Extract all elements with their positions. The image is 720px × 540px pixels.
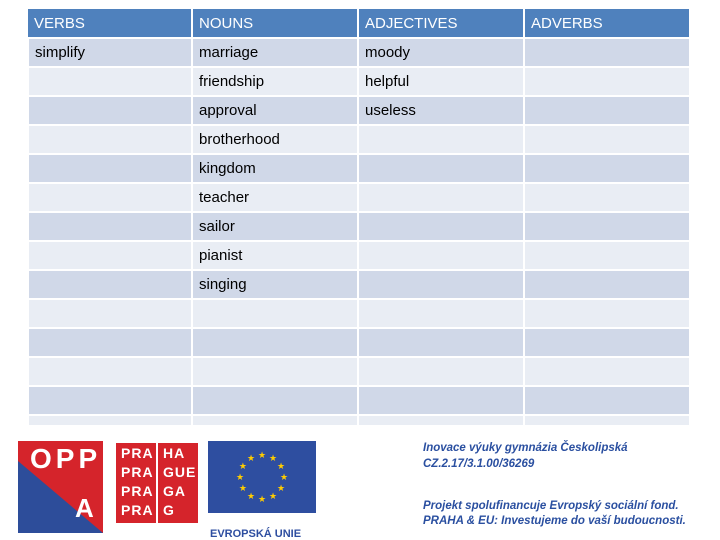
cell-nouns: pianist xyxy=(192,241,358,270)
cell-verbs xyxy=(28,154,192,183)
table-row xyxy=(28,125,690,154)
table-row xyxy=(28,67,690,96)
praha-logo-text: PRA xyxy=(121,483,154,499)
header-adverbs: ADVERBS xyxy=(524,9,690,38)
praha-logo-text: PRA xyxy=(121,445,154,461)
cell-verbs xyxy=(28,270,192,299)
cell-adverbs xyxy=(524,67,690,96)
eu-star-icon: ★ xyxy=(257,494,267,504)
cell-adjectives: helpful xyxy=(358,67,524,96)
table-row xyxy=(28,299,690,328)
cell-adjectives xyxy=(358,154,524,183)
cell-adverbs xyxy=(524,183,690,212)
info-line-1: Inovace výuky gymnázia Českolipská xyxy=(423,442,628,454)
table-row xyxy=(28,183,690,212)
table-row xyxy=(28,154,690,183)
praha-logo xyxy=(116,443,198,523)
eu-star-icon: ★ xyxy=(279,472,289,482)
cell-adverbs xyxy=(524,299,690,328)
cell-nouns: teacher xyxy=(192,183,358,212)
cell-verbs xyxy=(28,96,192,125)
cell-nouns xyxy=(192,357,358,386)
cell-adjectives: moody xyxy=(358,38,524,67)
table-body xyxy=(28,38,690,444)
table-row xyxy=(28,241,690,270)
cell-adjectives xyxy=(358,183,524,212)
opp-logo-text: OPP xyxy=(30,443,102,474)
eu-star-icon: ★ xyxy=(238,461,247,471)
word-forms-table xyxy=(27,9,689,445)
table-row xyxy=(28,357,690,386)
cell-verbs xyxy=(28,125,192,154)
cell-adverbs xyxy=(524,38,690,67)
cell-verbs xyxy=(28,328,192,357)
cell-nouns: friendship xyxy=(192,67,358,96)
cell-adverbs xyxy=(524,270,690,299)
cell-adverbs xyxy=(524,212,690,241)
cell-adverbs xyxy=(524,125,690,154)
eu-star-icon: ★ xyxy=(235,472,245,482)
table-row xyxy=(28,270,690,299)
cell-verbs xyxy=(28,241,192,270)
word-table xyxy=(27,9,691,445)
eu-star-icon: ★ xyxy=(268,491,278,502)
footer xyxy=(0,425,720,540)
header-verbs: VERBS xyxy=(28,9,192,38)
cell-adverbs xyxy=(524,96,690,125)
eu-star-icon: ★ xyxy=(246,452,256,463)
table-row xyxy=(28,328,690,357)
info-line-2: CZ.2.17/3.1.00/36269 xyxy=(423,458,535,470)
eu-star-icon: ★ xyxy=(257,450,267,460)
cell-adjectives xyxy=(358,241,524,270)
info-line-3: Projekt spolufinancuje Evropský sociální fond. xyxy=(423,500,679,512)
cell-verbs xyxy=(28,67,192,96)
praha-logo-text: PRA xyxy=(121,464,154,480)
cell-adverbs xyxy=(524,328,690,357)
cell-adverbs xyxy=(524,357,690,386)
header-nouns: NOUNS xyxy=(192,9,358,38)
praha-logo-text: PRA xyxy=(121,502,154,518)
table-row xyxy=(28,38,690,67)
cell-nouns xyxy=(192,299,358,328)
cell-nouns: sailor xyxy=(192,212,358,241)
cell-adjectives xyxy=(358,270,524,299)
eu-star-icon: ★ xyxy=(277,461,286,471)
cell-verbs xyxy=(28,212,192,241)
praha-logo-text: G xyxy=(163,502,175,518)
table-row xyxy=(28,212,690,241)
cell-adjectives xyxy=(358,299,524,328)
cell-nouns xyxy=(192,386,358,415)
table-row xyxy=(28,386,690,415)
table-header-row xyxy=(28,9,690,38)
cell-adjectives xyxy=(358,357,524,386)
cell-verbs: simplify xyxy=(28,38,192,67)
cell-nouns: singing xyxy=(192,270,358,299)
cell-nouns: marriage xyxy=(192,38,358,67)
table-row xyxy=(28,96,690,125)
opp-logo-letter: A xyxy=(75,493,94,523)
eu-label: EVROPSKÁ UNIE xyxy=(210,528,302,540)
cell-adjectives xyxy=(358,125,524,154)
cell-adverbs xyxy=(524,241,690,270)
header-adjectives: ADJECTIVES xyxy=(358,9,524,38)
praha-logo-text: GUE xyxy=(163,464,197,480)
cell-verbs xyxy=(28,183,192,212)
cell-nouns: approval xyxy=(192,96,358,125)
cell-verbs xyxy=(28,299,192,328)
eu-logo xyxy=(208,441,318,540)
eu-star-icon: ★ xyxy=(246,491,256,502)
cell-adjectives xyxy=(358,328,524,357)
cell-adverbs xyxy=(524,386,690,415)
cell-adjectives xyxy=(358,386,524,415)
info-line-4: PRAHA & EU: Investujeme do vaší budoucnosti. xyxy=(423,515,686,527)
cell-adjectives: useless xyxy=(358,96,524,125)
eu-star-icon: ★ xyxy=(277,483,286,493)
cell-nouns: kingdom xyxy=(192,154,358,183)
eu-star-icon: ★ xyxy=(268,452,278,463)
cell-nouns: brotherhood xyxy=(192,125,358,154)
cell-verbs xyxy=(28,386,192,415)
cell-adjectives xyxy=(358,212,524,241)
eu-star-icon: ★ xyxy=(238,483,247,493)
praha-logo-text: HA xyxy=(163,445,186,461)
cell-adverbs xyxy=(524,154,690,183)
cell-verbs xyxy=(28,357,192,386)
cell-nouns xyxy=(192,328,358,357)
eu-flag-icon xyxy=(208,441,316,513)
praha-logo-text: GA xyxy=(163,483,186,499)
